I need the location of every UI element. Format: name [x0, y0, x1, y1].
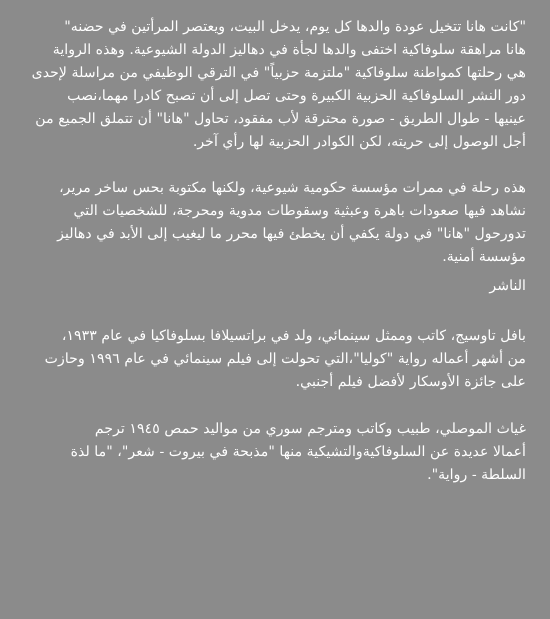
publisher-signature: الناشر [489, 278, 526, 294]
text-line: عينيها - طوال الطريق - صورة محترقة لأب مفقود، تحاول "هانا" أن تتملق الجميع من [35, 111, 526, 127]
text-line: "كانت هانا تتخيل عودة والدها كل يوم، يدخل البيت، ويعتصر المرأتين في حضنه" [64, 19, 526, 35]
text-line: هذه رحلة في ممرات مؤسسة حكومية شيوعية، ولكنها مكتوبة بحس ساخر مرير، [59, 180, 526, 196]
text-line: تدورحول "هانا" في دولة يكفي أن يخطئ فيها محرر ما ليغيب إلى الأبد في دهاليز [57, 226, 526, 242]
text-line: هانا مراهقة سلوفاكية اختفى والدها لجأة في دهاليز الدولة الشيوعية. وهذه الرواية [52, 42, 526, 58]
description-paragraph [22, 177, 526, 269]
text-line: السلطة - رواية". [427, 467, 526, 483]
text-line: غياث الموصلي، طبيب وكاتب ومترجم سوري من مواليد حمص ١٩٤٥ ترجم [94, 421, 526, 437]
text-line: أعمالا عديدة عن السلوفاكيةوالتشيكية منها "مذبحة في بيروت - شعر"، "ما لذة [70, 444, 526, 460]
text-line: على جائزة الأوسكار لأفضل فيلم أجنبي. [295, 374, 526, 390]
text-line: من أشهر أعماله رواية "كوليا"،التي تحولت إلى فيلم سينمائي في عام ١٩٩٦ وحازت [44, 351, 526, 367]
text-line: دور النشر السلوفاكية الحزبية الكبيرة وحتى تصل إلى أن تصبح كادرا مهما،نصب [67, 88, 526, 104]
author-bio-paragraph [22, 325, 526, 394]
text-line: هي رحلتها كمواطنة سلوفاكية "ملتزمة حزبياً" في الترقي الوظيفي من مراسلة لإحدى [31, 65, 526, 81]
text-line: مؤسسة أمنية. [442, 249, 526, 265]
synopsis-paragraph [22, 16, 526, 154]
translator-bio-paragraph [22, 418, 526, 487]
text-line: بافل تاوسيج، كاتب وممثل سينمائي، ولد في براتسيلافا بسلوفاكيا في عام ١٩٣٣، [61, 328, 526, 344]
text-line: نشاهد فيها صعودات باهرة وعبثية وسقوطات مدوية ومحرجة، للشخصيات التي [73, 203, 526, 219]
text-line: أجل الوصول إلى حريته، لكن الكوادر الحزبية لها رأي آخر. [192, 134, 526, 150]
